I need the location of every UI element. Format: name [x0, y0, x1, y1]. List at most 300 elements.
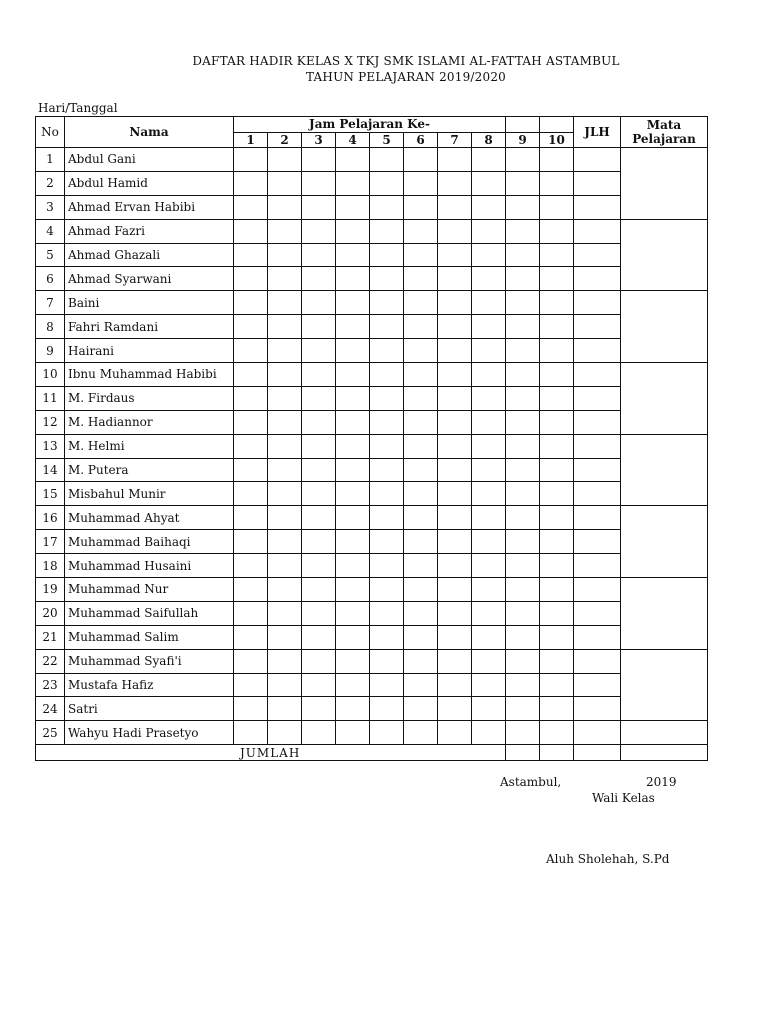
hari-tanggal-label: Hari/Tanggal — [38, 101, 118, 115]
attendance-cell — [234, 195, 268, 219]
attendance-cell — [370, 315, 404, 339]
student-number: 12 — [36, 410, 65, 434]
attendance-cell — [472, 506, 506, 530]
attendance-cell — [302, 243, 336, 267]
attendance-cell — [506, 410, 540, 434]
mata-pelajaran-cell — [621, 506, 708, 578]
attendance-cell — [234, 386, 268, 410]
mata-pelajaran-cell — [621, 219, 708, 291]
attendance-cell — [472, 721, 506, 745]
attendance-cell — [438, 434, 472, 458]
attendance-cell — [506, 291, 540, 315]
jlh-cell — [574, 410, 621, 434]
attendance-cell — [540, 506, 574, 530]
attendance-cell — [370, 601, 404, 625]
attendance-cell — [336, 171, 370, 195]
attendance-cell — [540, 219, 574, 243]
student-number: 9 — [36, 339, 65, 363]
attendance-cell — [472, 458, 506, 482]
attendance-cell — [302, 171, 336, 195]
attendance-cell — [540, 697, 574, 721]
attendance-cell — [234, 267, 268, 291]
attendance-cell — [404, 291, 438, 315]
table-row — [36, 171, 708, 195]
attendance-cell — [302, 530, 336, 554]
attendance-cell — [438, 148, 472, 172]
attendance-table — [35, 116, 708, 761]
table-row — [36, 673, 708, 697]
attendance-cell — [438, 673, 472, 697]
attendance-cell — [540, 434, 574, 458]
attendance-cell — [404, 578, 438, 602]
attendance-cell — [234, 458, 268, 482]
attendance-cell — [438, 578, 472, 602]
attendance-cell — [506, 267, 540, 291]
attendance-cell — [404, 363, 438, 387]
attendance-cell — [302, 506, 336, 530]
jumlah-row — [36, 745, 708, 761]
student-name: Hairani — [65, 339, 234, 363]
attendance-cell — [540, 148, 574, 172]
jam-number-header: 4 — [336, 132, 370, 148]
table-row — [36, 458, 708, 482]
attendance-cell — [506, 601, 540, 625]
attendance-cell — [540, 673, 574, 697]
attendance-cell — [302, 578, 336, 602]
attendance-cell — [370, 195, 404, 219]
attendance-cell — [234, 339, 268, 363]
table-row — [36, 363, 708, 387]
attendance-cell — [472, 649, 506, 673]
attendance-cell — [268, 697, 302, 721]
student-number: 10 — [36, 363, 65, 387]
attendance-cell — [472, 482, 506, 506]
attendance-cell — [234, 482, 268, 506]
attendance-cell — [404, 243, 438, 267]
attendance-cell — [438, 410, 472, 434]
attendance-cell — [472, 601, 506, 625]
attendance-cell — [302, 315, 336, 339]
attendance-cell — [404, 697, 438, 721]
student-name: M. Firdaus — [65, 386, 234, 410]
attendance-cell — [268, 649, 302, 673]
attendance-cell — [540, 601, 574, 625]
attendance-cell — [336, 410, 370, 434]
attendance-cell — [302, 649, 336, 673]
attendance-cell — [472, 410, 506, 434]
attendance-cell — [268, 625, 302, 649]
attendance-cell — [268, 171, 302, 195]
attendance-cell — [404, 530, 438, 554]
attendance-cell — [302, 434, 336, 458]
attendance-cell — [336, 554, 370, 578]
attendance-cell — [336, 243, 370, 267]
jlh-cell — [574, 506, 621, 530]
jlh-cell — [574, 243, 621, 267]
header-nama: Nama — [65, 117, 234, 148]
jam-number-header: 10 — [540, 132, 574, 148]
student-name: Muhammad Saifullah — [65, 601, 234, 625]
jlh-cell — [574, 673, 621, 697]
table-row — [36, 697, 708, 721]
mata-pelajaran-cell — [621, 721, 708, 745]
attendance-cell — [234, 291, 268, 315]
attendance-cell — [472, 578, 506, 602]
attendance-cell — [268, 267, 302, 291]
attendance-cell — [540, 578, 574, 602]
attendance-cell — [438, 506, 472, 530]
jlh-cell — [574, 482, 621, 506]
student-number: 3 — [36, 195, 65, 219]
attendance-cell — [302, 625, 336, 649]
attendance-cell — [268, 530, 302, 554]
attendance-cell — [438, 554, 472, 578]
attendance-cell — [234, 243, 268, 267]
attendance-cell — [506, 219, 540, 243]
student-name: Muhammad Salim — [65, 625, 234, 649]
attendance-cell — [234, 530, 268, 554]
attendance-cell — [336, 363, 370, 387]
table-row — [36, 506, 708, 530]
attendance-cell — [404, 554, 438, 578]
attendance-cell — [302, 339, 336, 363]
attendance-cell — [370, 482, 404, 506]
attendance-cell — [472, 339, 506, 363]
attendance-cell — [438, 291, 472, 315]
jumlah-jlh-cell — [574, 745, 621, 761]
table-row — [36, 625, 708, 649]
student-number: 4 — [36, 219, 65, 243]
attendance-cell — [540, 267, 574, 291]
attendance-cell — [506, 458, 540, 482]
student-number: 11 — [36, 386, 65, 410]
table-row — [36, 267, 708, 291]
attendance-cell — [302, 697, 336, 721]
student-number: 21 — [36, 625, 65, 649]
jam-number-header: 5 — [370, 132, 404, 148]
attendance-cell — [268, 458, 302, 482]
attendance-cell — [472, 267, 506, 291]
attendance-cell — [506, 506, 540, 530]
student-number: 6 — [36, 267, 65, 291]
attendance-cell — [404, 482, 438, 506]
attendance-cell — [234, 673, 268, 697]
attendance-cell — [370, 554, 404, 578]
attendance-cell — [336, 482, 370, 506]
student-number: 20 — [36, 601, 65, 625]
table-row — [36, 578, 708, 602]
mata-pelajaran-cell — [621, 363, 708, 435]
attendance-cell — [540, 649, 574, 673]
attendance-cell — [404, 267, 438, 291]
attendance-cell — [336, 219, 370, 243]
jlh-cell — [574, 339, 621, 363]
attendance-cell — [336, 148, 370, 172]
attendance-cell — [472, 219, 506, 243]
attendance-cell — [404, 410, 438, 434]
student-name: Muhammad Ahyat — [65, 506, 234, 530]
jlh-cell — [574, 697, 621, 721]
attendance-cell — [336, 267, 370, 291]
student-name: Muhammad Husaini — [65, 554, 234, 578]
student-name: Muhammad Nur — [65, 578, 234, 602]
student-number: 15 — [36, 482, 65, 506]
attendance-cell — [234, 697, 268, 721]
mata-pelajaran-cell — [621, 148, 708, 220]
table-row — [36, 148, 708, 172]
attendance-cell — [404, 506, 438, 530]
attendance-cell — [268, 601, 302, 625]
jlh-cell — [574, 291, 621, 315]
signature-city: Astambul, — [500, 775, 562, 789]
attendance-cell — [506, 530, 540, 554]
attendance-cell — [302, 601, 336, 625]
attendance-cell — [438, 267, 472, 291]
attendance-cell — [268, 243, 302, 267]
attendance-cell — [540, 458, 574, 482]
attendance-cell — [234, 434, 268, 458]
attendance-cell — [540, 386, 574, 410]
attendance-cell — [506, 554, 540, 578]
jlh-cell — [574, 148, 621, 172]
attendance-cell — [336, 601, 370, 625]
document-title: DAFTAR HADIR KELAS X TKJ SMK ISLAMI AL-FATTAH ASTAMBUL — [192, 54, 620, 68]
jlh-cell — [574, 315, 621, 339]
table-row — [36, 243, 708, 267]
student-name: Wahyu Hadi Prasetyo — [65, 721, 234, 745]
mata-pelajaran-cell — [621, 649, 708, 721]
student-number: 17 — [36, 530, 65, 554]
student-number: 23 — [36, 673, 65, 697]
student-name: Ahmad Ervan Habibi — [65, 195, 234, 219]
attendance-cell — [234, 601, 268, 625]
attendance-cell — [472, 554, 506, 578]
jlh-cell — [574, 267, 621, 291]
jam-number-header: 9 — [506, 132, 540, 148]
attendance-cell — [438, 482, 472, 506]
attendance-cell — [234, 649, 268, 673]
attendance-cell — [540, 315, 574, 339]
jumlah-cell-9 — [506, 745, 540, 761]
attendance-cell — [234, 554, 268, 578]
attendance-cell — [438, 339, 472, 363]
table-row — [36, 649, 708, 673]
attendance-cell — [404, 219, 438, 243]
attendance-cell — [472, 386, 506, 410]
attendance-cell — [404, 386, 438, 410]
attendance-cell — [404, 721, 438, 745]
student-number: 2 — [36, 171, 65, 195]
table-row — [36, 530, 708, 554]
student-name: M. Helmi — [65, 434, 234, 458]
attendance-cell — [336, 315, 370, 339]
mata-pelajaran-cell — [621, 578, 708, 650]
attendance-cell — [540, 171, 574, 195]
student-name: Baini — [65, 291, 234, 315]
attendance-cell — [268, 363, 302, 387]
header-mata-pelajaran: Mata Pelajaran — [621, 117, 708, 148]
attendance-cell — [438, 721, 472, 745]
attendance-cell — [506, 171, 540, 195]
attendance-cell — [438, 625, 472, 649]
attendance-cell — [370, 363, 404, 387]
student-number: 1 — [36, 148, 65, 172]
attendance-cell — [268, 315, 302, 339]
attendance-cell — [540, 243, 574, 267]
attendance-cell — [302, 673, 336, 697]
attendance-cell — [472, 530, 506, 554]
attendance-cell — [472, 434, 506, 458]
attendance-cell — [302, 482, 336, 506]
student-name: Abdul Gani — [65, 148, 234, 172]
attendance-cell — [438, 649, 472, 673]
attendance-cell — [370, 506, 404, 530]
attendance-cell — [506, 721, 540, 745]
student-number: 8 — [36, 315, 65, 339]
attendance-cell — [234, 410, 268, 434]
attendance-cell — [506, 148, 540, 172]
attendance-cell — [234, 721, 268, 745]
student-number: 25 — [36, 721, 65, 745]
student-number: 18 — [36, 554, 65, 578]
attendance-cell — [404, 673, 438, 697]
student-number: 24 — [36, 697, 65, 721]
student-name: Ahmad Fazri — [65, 219, 234, 243]
attendance-cell — [506, 697, 540, 721]
student-name: Ahmad Syarwani — [65, 267, 234, 291]
attendance-cell — [472, 171, 506, 195]
attendance-cell — [234, 148, 268, 172]
attendance-cell — [404, 195, 438, 219]
jumlah-cell-10 — [540, 745, 574, 761]
attendance-cell — [540, 195, 574, 219]
attendance-cell — [472, 363, 506, 387]
attendance-cell — [268, 195, 302, 219]
student-name: M. Putera — [65, 458, 234, 482]
attendance-cell — [404, 339, 438, 363]
attendance-cell — [234, 171, 268, 195]
jlh-cell — [574, 219, 621, 243]
attendance-cell — [268, 721, 302, 745]
attendance-cell — [268, 482, 302, 506]
attendance-cell — [472, 195, 506, 219]
table-row — [36, 721, 708, 745]
jumlah-label: JUMLAH — [36, 745, 506, 761]
attendance-cell — [336, 291, 370, 315]
attendance-cell — [370, 243, 404, 267]
attendance-cell — [506, 482, 540, 506]
table-row — [36, 434, 708, 458]
attendance-cell — [268, 386, 302, 410]
attendance-cell — [302, 148, 336, 172]
attendance-cell — [302, 219, 336, 243]
table-row — [36, 315, 708, 339]
attendance-cell — [370, 578, 404, 602]
attendance-cell — [268, 339, 302, 363]
attendance-cell — [268, 291, 302, 315]
header-no: No — [36, 117, 65, 148]
attendance-cell — [506, 673, 540, 697]
student-number: 7 — [36, 291, 65, 315]
table-row — [36, 291, 708, 315]
attendance-cell — [302, 363, 336, 387]
attendance-cell — [472, 148, 506, 172]
attendance-cell — [370, 673, 404, 697]
attendance-cell — [268, 578, 302, 602]
student-number: 13 — [36, 434, 65, 458]
attendance-cell — [540, 530, 574, 554]
jlh-cell — [574, 363, 621, 387]
signature-role: Wali Kelas — [592, 791, 655, 805]
attendance-cell — [472, 291, 506, 315]
attendance-cell — [370, 171, 404, 195]
attendance-cell — [370, 219, 404, 243]
attendance-cell — [268, 554, 302, 578]
attendance-cell — [370, 625, 404, 649]
attendance-cell — [336, 673, 370, 697]
attendance-cell — [438, 386, 472, 410]
attendance-cell — [234, 219, 268, 243]
document-subtitle: TAHUN PELAJARAN 2019/2020 — [306, 70, 506, 84]
attendance-cell — [370, 410, 404, 434]
attendance-cell — [540, 625, 574, 649]
header-blank-9 — [506, 117, 540, 133]
attendance-cell — [302, 291, 336, 315]
attendance-cell — [506, 195, 540, 219]
attendance-cell — [506, 625, 540, 649]
header-jam-pelajaran: Jam Pelajaran Ke- — [234, 117, 506, 133]
attendance-cell — [336, 434, 370, 458]
attendance-cell — [370, 721, 404, 745]
attendance-cell — [336, 195, 370, 219]
attendance-cell — [370, 697, 404, 721]
attendance-cell — [438, 363, 472, 387]
table-row — [36, 554, 708, 578]
attendance-cell — [506, 315, 540, 339]
attendance-cell — [540, 721, 574, 745]
attendance-cell — [540, 554, 574, 578]
attendance-cell — [540, 482, 574, 506]
attendance-cell — [438, 697, 472, 721]
attendance-cell — [302, 410, 336, 434]
attendance-cell — [302, 554, 336, 578]
jlh-cell — [574, 601, 621, 625]
attendance-cell — [540, 339, 574, 363]
attendance-cell — [438, 530, 472, 554]
attendance-cell — [540, 291, 574, 315]
student-number: 16 — [36, 506, 65, 530]
attendance-cell — [438, 195, 472, 219]
table-row — [36, 482, 708, 506]
student-name: Ibnu Muhammad Habibi — [65, 363, 234, 387]
jlh-cell — [574, 195, 621, 219]
table-row — [36, 219, 708, 243]
attendance-cell — [234, 363, 268, 387]
attendance-cell — [370, 649, 404, 673]
attendance-cell — [370, 339, 404, 363]
jam-number-header: 2 — [268, 132, 302, 148]
attendance-cell — [438, 458, 472, 482]
jlh-cell — [574, 171, 621, 195]
student-name: Misbahul Munir — [65, 482, 234, 506]
jam-number-header: 1 — [234, 132, 268, 148]
attendance-cell — [336, 578, 370, 602]
attendance-cell — [506, 363, 540, 387]
attendance-cell — [234, 315, 268, 339]
attendance-cell — [336, 530, 370, 554]
attendance-cell — [268, 148, 302, 172]
attendance-cell — [370, 291, 404, 315]
